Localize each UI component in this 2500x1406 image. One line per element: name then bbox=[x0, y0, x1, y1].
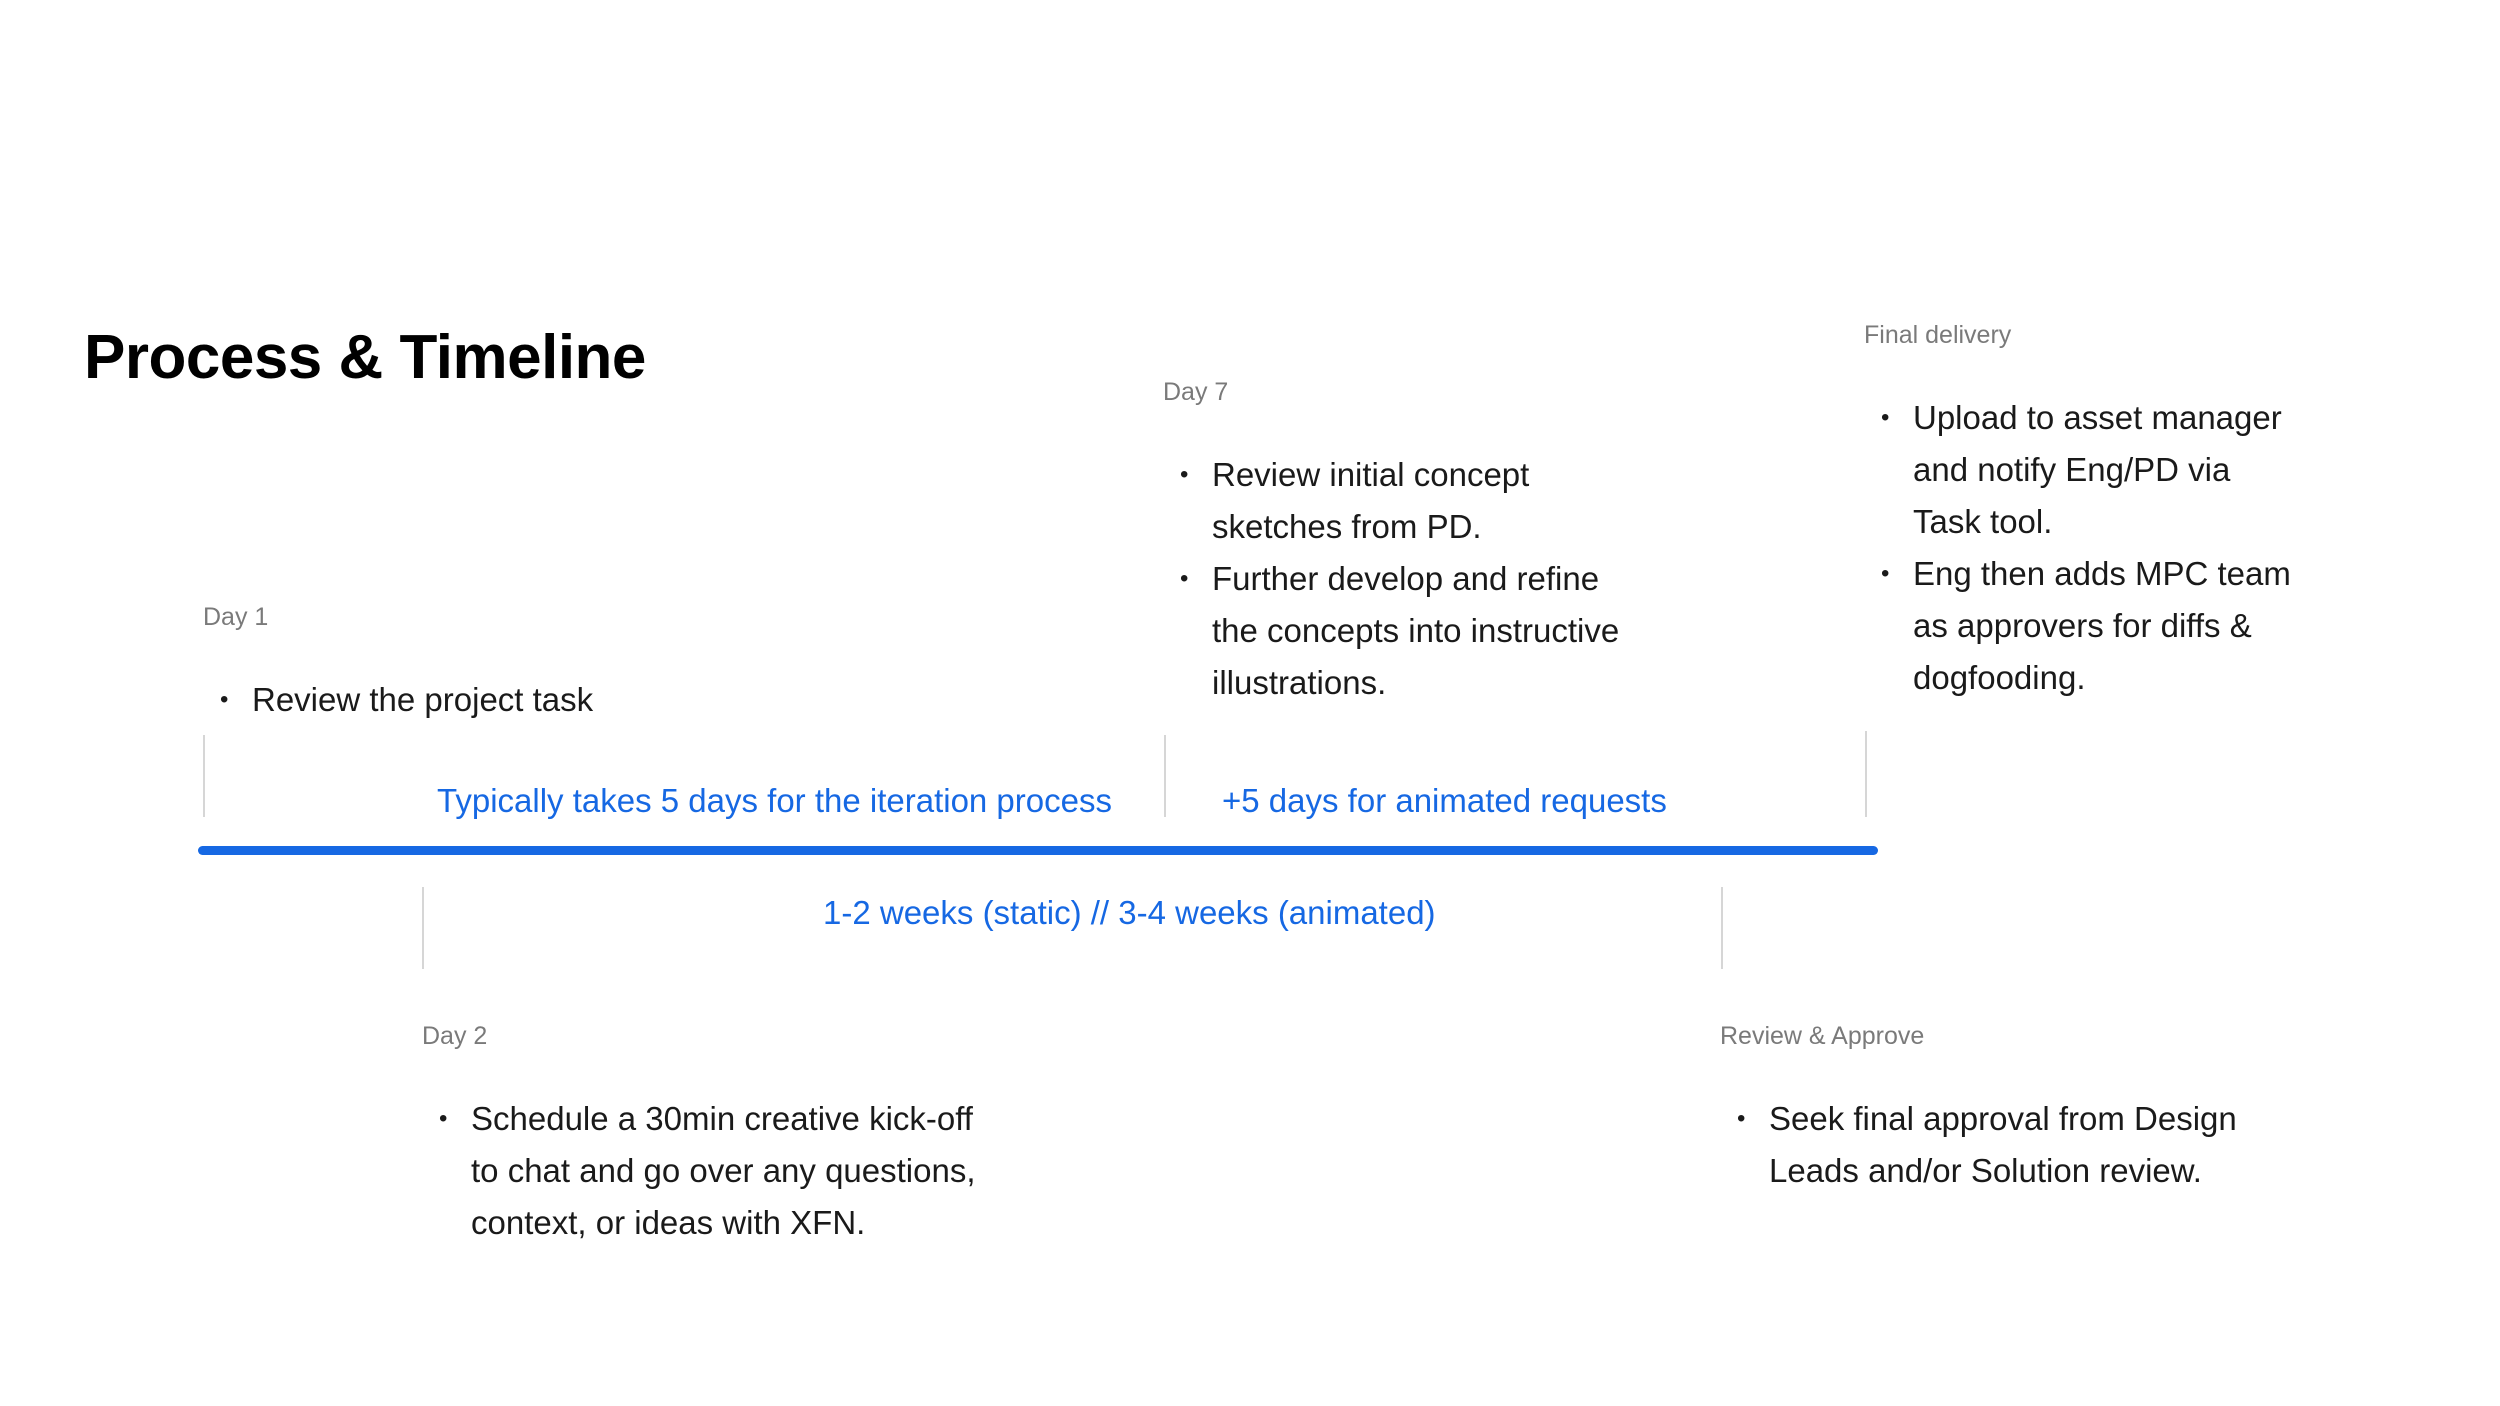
stage-day2 bbox=[422, 1021, 982, 1249]
list-item: • Eng then adds MPC team as approvers for diffs & dogfooding. bbox=[1864, 548, 2313, 704]
bullet-list bbox=[422, 1093, 982, 1249]
bullet-list bbox=[1864, 392, 2324, 704]
list-item: • Review the project task bbox=[203, 674, 803, 726]
list-item: • Review initial concept sketches from PD. bbox=[1163, 449, 1562, 553]
timeline-axis bbox=[198, 846, 1878, 855]
tick-day1 bbox=[203, 735, 205, 817]
list-item: • Seek final approval from Design Leads and/or Solution review. bbox=[1720, 1093, 2259, 1197]
stage-day1 bbox=[203, 602, 803, 726]
iteration-note: Typically takes 5 days for the iteration process bbox=[437, 782, 1112, 819]
list-item: • Schedule a 30min creative kick-off to chat and go over any questions, context, or ideas with XFN. bbox=[422, 1093, 981, 1249]
stage-label: Day 1 bbox=[203, 603, 269, 631]
stage-review-approve bbox=[1720, 1021, 2280, 1197]
list-item: • Upload to asset manager and notify Eng/PD via Task tool. bbox=[1864, 392, 2303, 548]
list-item: • Further develop and refine the concepts into instructive illustrations. bbox=[1163, 553, 1642, 709]
stage-final-delivery bbox=[1864, 320, 2324, 704]
animated-note: +5 days for animated requests bbox=[1222, 782, 1667, 819]
stage-day7 bbox=[1163, 377, 1643, 709]
bullet-list bbox=[1163, 449, 1643, 709]
stage-label: Review & Approve bbox=[1720, 1022, 1925, 1050]
stage-label: Final delivery bbox=[1864, 321, 2012, 349]
page-title: Process & Timeline bbox=[84, 323, 646, 392]
tick-day2 bbox=[422, 887, 424, 969]
duration-note: 1-2 weeks (static) // 3-4 weeks (animated) bbox=[823, 894, 1436, 931]
stage-label: Day 2 bbox=[422, 1022, 488, 1050]
tick-day7 bbox=[1164, 735, 1166, 817]
stage-label: Day 7 bbox=[1163, 378, 1229, 406]
tick-review-approve bbox=[1721, 887, 1723, 969]
bullet-list bbox=[1720, 1093, 2280, 1197]
tick-final-delivery bbox=[1865, 731, 1867, 817]
bullet-list bbox=[203, 674, 803, 726]
